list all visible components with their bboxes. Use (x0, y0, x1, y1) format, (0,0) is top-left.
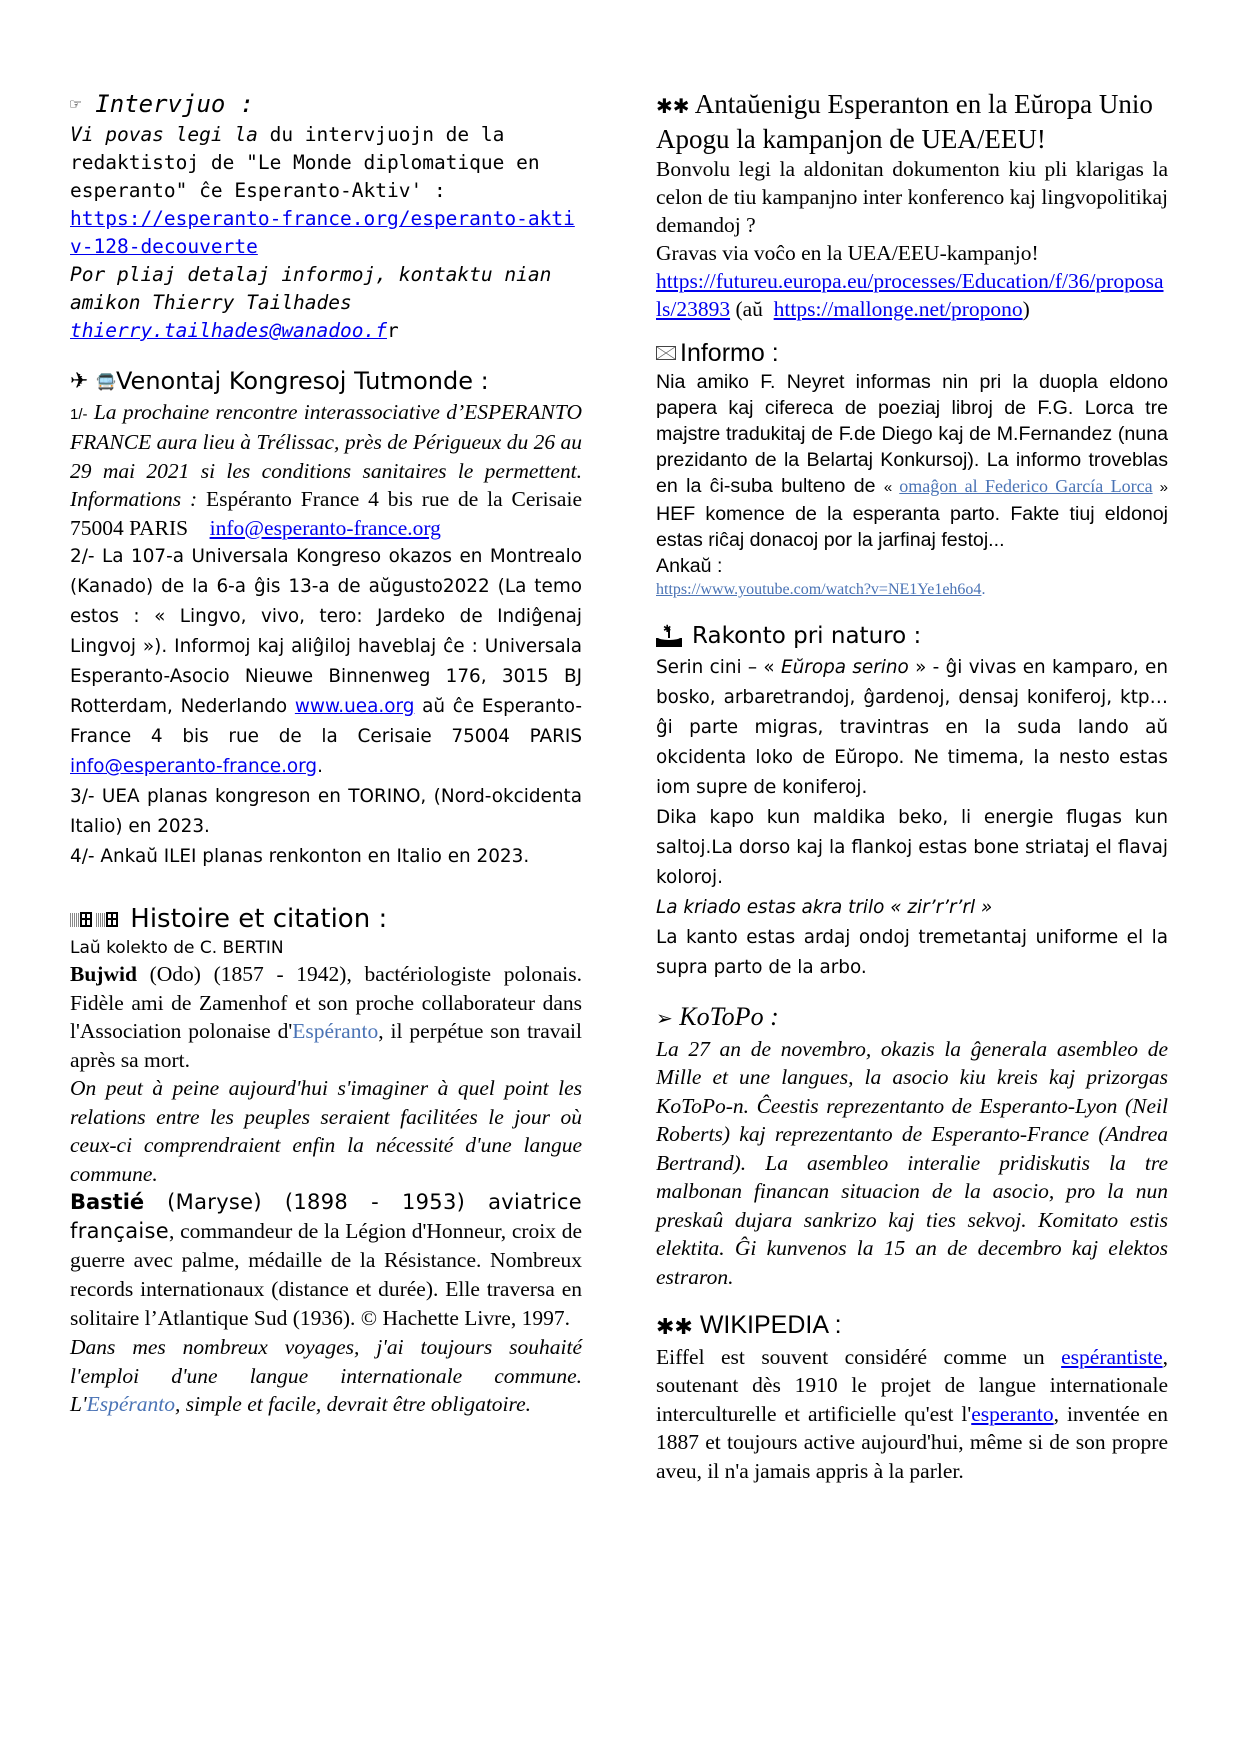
event-item-3: 3/- UEA planas kongreson en TORINO, (Nord-okcidenta Italio) en 2023. (70, 786, 582, 837)
section-venontaj (70, 365, 582, 872)
informo-text-end: HEF komence de la esperanta parto. Fakte tiuj eldonoj estas riĉaj donacoj por la jarfinaj festoj... (656, 502, 1168, 551)
section-title-histoire (70, 902, 582, 936)
asterisks-icon: ✱✱ (656, 95, 690, 118)
intervjuo-body (70, 121, 582, 345)
p1-italic: Eŭropa serino (780, 656, 909, 678)
aktiv-link[interactable]: https://esperanto-france.org/esperanto-aktiv-128-decouverte (70, 207, 575, 258)
island-icon: ✱ (656, 625, 682, 647)
bujwid-text: (Odo) (1857 - 1942), bactériologiste polonais. Fidèle ami de Zamenhof et son proche collaborateur dans l'Association polonaise d' (70, 962, 582, 1043)
antauenigu-subtitle: Apogu la kampanjon de UEA/EEU! (656, 123, 1046, 154)
section-intervjuo (70, 88, 582, 345)
intro-text: du intervjuojn de la redaktistoj de "Le Monde diplomatique en esperanto" ĉe Esperanto-Aktiv' : (70, 123, 540, 202)
wiki-text-end: , inventée en 1887 et toujours active aujourd'hui, même si de son propre aveu, il n'a jamais appris à la parler. (656, 1401, 1168, 1483)
uea-link[interactable]: www.uea.org (294, 696, 415, 717)
section-title-venontaj (70, 365, 582, 398)
bastie-quote-end: , simple et facile, devrait être obligatoire. (174, 1392, 532, 1416)
bus-icon: 🚍 (96, 372, 116, 391)
item1-email-link[interactable]: info@esperanto-france.org (209, 515, 441, 540)
section-wikipedia (656, 1309, 1168, 1485)
bastie-text: , commandeur de la Légion d'Honneur, croix de guerre avec palme, médaille de la Résistance. Nombreux records internationaux (distance et durée). Elle traversa en solitaire l’Atlantique Sud (1936). © Hachette Livre, 1997. (70, 1219, 582, 1330)
section-kotopo (656, 1001, 1168, 1292)
item1-number: 1/- (70, 406, 88, 423)
item2-text: 2/- La 107-a Universala Kongreso okazos en Montrealo (Kanado) de la 6-a ĝis 13-a de aŭgusto2022 (La temo estos : « Lingvo, vivo, tero: Jardeko de Indiĝenaj Lingvoj »). Informoj kaj aliĝiloj haveblaj ĉe : Universala Esperanto-Asocio Nieuwe Binnenweg 176, 3015 BJ Rotterdam, Nederlando (70, 546, 582, 717)
wikipedia-body (656, 1343, 1168, 1486)
item2-end: . (317, 756, 323, 777)
window-icon (70, 911, 92, 929)
bastie-name: Bastié (70, 1190, 145, 1214)
also-label: Ankaŭ : (656, 554, 723, 577)
asterisks-icon: ✱✱ (656, 1313, 693, 1339)
airplane-icon: ✈ (70, 369, 89, 394)
close-paren: ) (1022, 296, 1030, 321)
event-item-2 (70, 542, 582, 782)
bastie-quote (70, 1333, 582, 1419)
rakonto-p2: Dika kapo kun maldika beko, li energie flugas kun saltoj.La dorso kaj la flankoj estas bone striataj el flavaj koloroj. (656, 806, 1168, 888)
left-column (70, 88, 582, 1419)
arrowhead-icon: ➢ (656, 1007, 673, 1030)
window-icon (96, 911, 118, 929)
quote-close: » (1152, 478, 1169, 496)
antauenigu-title: Antaŭenigu Esperanton en la Eŭropa Unio (694, 89, 1153, 119)
section-title-kotopo (656, 1001, 1168, 1035)
youtube-end: . (981, 580, 986, 598)
pointing-hand-icon: ☞ (70, 94, 81, 115)
kotopo-body: La 27 an de novembro, okazis la ĝenerala asembleo de Mille et une langues, la asocio kiu kreis kaj prizorgas KoToPo-n. Ĉeestis reprezentanto de Esperanto-Lyon (Neil Roberts) kaj reprezentanto de Esperanto-France (Andrea Bertrand). La asembleo interalie pridiskutis la tre malbonan financan situacion de la asocio, pro la nun preskaû dujara sankrizo kaj ties sekvoj. Komitato estis elektita. Ĝi kunvenos la 15 an de decembro kaj elektos estraron. (656, 1036, 1168, 1289)
event-item-4: 4/- Ankaŭ ILEI planas renkonton en Italio en 2023. (70, 846, 530, 867)
email-link[interactable]: thierry.tailhades@wanadoo.f (70, 319, 387, 342)
byline: Laŭ kolekto de C. BERTIN (70, 938, 284, 958)
section-title-antauenigu (656, 88, 1168, 123)
mallonge-link[interactable]: https://mallonge.net/propono (773, 296, 1023, 321)
venontaj-title: Venontaj Kongresoj Tutmonde : (116, 367, 489, 395)
informo-body (656, 369, 1168, 553)
bujwid-quote: On peut à peine aujourd'hui s'imaginer à quel point les relations entre les peuples seraient facilitées le jour où ceux-ci comprendraient enfin la nécessité d'une langue commune. (70, 1076, 582, 1186)
section-informo (656, 337, 1168, 601)
bastie-entry (70, 1188, 582, 1333)
wiki-text: Eiffel est souvent considéré comme un (656, 1344, 1062, 1369)
intro-italic: Vi povas legi la (70, 123, 258, 146)
wikipedia-title: WIKIPEDIA : (699, 1311, 842, 1340)
esperantiste-link[interactable]: espérantiste (1061, 1344, 1163, 1369)
bastie-head: (Maryse) (1898 - 1953) aviatrice française (70, 1190, 582, 1243)
p1-start: Serin cini – « (656, 656, 781, 678)
item1-address: Espéranto France 4 bis rue de la Cerisaie 75004 PARIS (70, 487, 582, 540)
bastie-quote-text: Dans mes nombreux voyages, j'ai toujours souhaité l'emploi d'une langue internationale commune. L' (70, 1335, 582, 1416)
section-title-informo (656, 337, 1168, 369)
section-title-rakonto (656, 619, 1168, 653)
youtube-link[interactable]: https://www.youtube.com/watch?v=NE1Ye1eh6o4 (656, 580, 982, 598)
bujwid-text-end: , il perpétue son travail après sa mort. (70, 1019, 582, 1072)
section-antauenigu (656, 88, 1168, 323)
esperanto-link-2[interactable]: Espéranto (86, 1392, 175, 1416)
esperanto-link[interactable]: Espéranto (292, 1019, 379, 1043)
event-item-1 (70, 398, 582, 542)
lorca-link[interactable]: omaĝon al Federico García Lorca (899, 475, 1153, 496)
histoire-title: Histoire et citation : (130, 904, 388, 934)
item2-email-link[interactable]: info@esperanto-france.org (70, 756, 318, 777)
section-title-intervjuo (70, 88, 582, 121)
contact-text: Por pliaj detalaj informoj, kontaktu nian amikon Thierry Tailhades (70, 263, 552, 314)
section-rakonto (656, 619, 1168, 983)
section-title-wikipedia (656, 1309, 1168, 1342)
informo-text: Nia amiko F. Neyret informas nin pri la duopla eldono papera kaj cifereca de poeziaj libroj de F.G. Lorca tre majstre tradukitaj de F.de Diego kaj de M.Fernandez (nuna prezidanto de la Belartaj Konkursoj). La informo troveblas en la ĉi-suba bulteno de (656, 370, 1168, 497)
wiki-text-mid: , soutenant dès 1910 le projet de langue internationale interculturelle et artificielle qu'est l' (656, 1344, 1168, 1426)
antauenigu-body: Bonvolu legi la aldonitan dokumenton kiu pli klarigas la celon de tiu kampanjno inter konferenco kaj lingvopolitikaj demandoj ? (656, 156, 1168, 237)
section-histoire (70, 902, 582, 1419)
futureu-link[interactable]: https://futureu.europa.eu/processes/Education/f/36/proposals/23893 (656, 268, 1164, 321)
or-text: (aŭ (730, 296, 774, 321)
esperanto-wiki-link[interactable]: esperanto (971, 1401, 1054, 1426)
rakonto-title: Rakonto pri naturo : (692, 622, 922, 649)
antauenigu-call: Gravas via voĉo en la UEA/EEU-kampanjo! (656, 240, 1039, 265)
informo-title: Informo : (680, 338, 779, 367)
item1-text: La prochaine rencontre interassociative d’ESPERANTO FRANCE aura lieu à Trélissac, près de Périgueux du 26 au 29 mai 2021 si les conditions sanitaires le permettent. Informations : (70, 400, 582, 511)
right-column (656, 88, 1168, 1485)
rakonto-p4: La kanto estas ardaj ondoj tremetantaj uniforme el la supra parto de la arbo. (656, 926, 1168, 978)
item2-after: aŭ ĉe Esperanto-France 4 bis rue de la Cerisaie 75004 PARIS (70, 696, 582, 747)
youtube-line (656, 579, 1168, 601)
rakonto-p3: La kriado estas akra trilo « zir’r’r’rl » (656, 896, 993, 918)
bujwid-entry (70, 960, 582, 1074)
antauenigu-links (656, 267, 1168, 323)
email-tail: r (386, 319, 399, 342)
quote-open: « (883, 478, 900, 496)
kotopo-title: KoToPo : (679, 1001, 779, 1031)
intervjuo-title: Intervjuo : (95, 90, 255, 118)
envelope-icon (656, 346, 676, 360)
bujwid-name: Bujwid (70, 962, 137, 986)
rakonto-p1 (656, 653, 1168, 803)
p1-rest: » - ĝi vivas en kamparo, en bosko, arbaretrandoj, ĝardenoj, densaj koniferoj, ktp… ĝi parte migras, travintras en la suda lando aŭ okcidenta loko de Eŭropo. Ne timema, la nesto estas iom supre de koniferoj. (656, 656, 1168, 798)
